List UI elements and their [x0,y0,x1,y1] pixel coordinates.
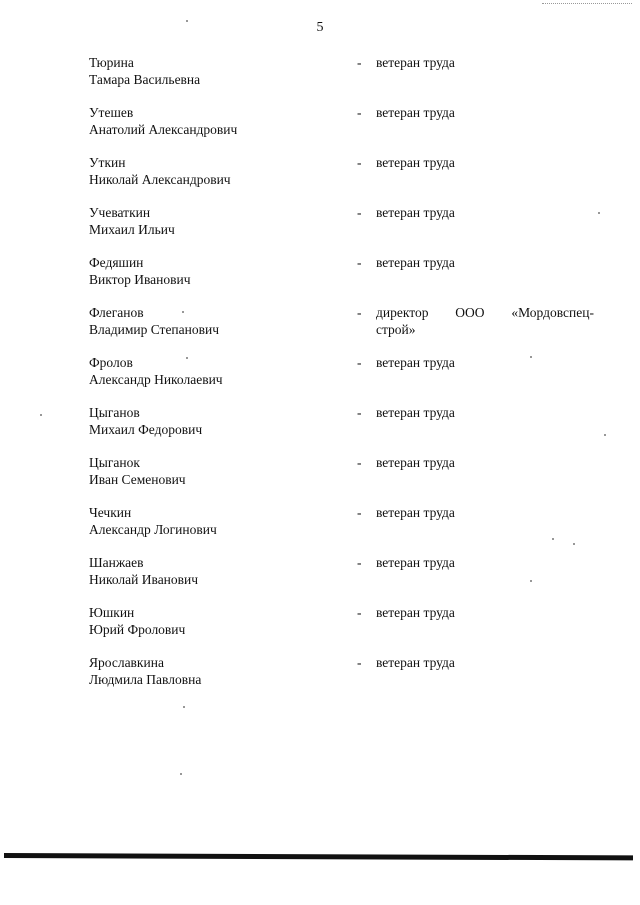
scan-speck [552,538,554,540]
scan-speck [186,20,188,22]
person-name [89,454,349,488]
person-name [89,604,349,638]
given-names: Александр Николаевич [89,372,223,387]
surname: Флеганов [89,305,144,320]
person-name [89,304,349,338]
role: ветеран труда [376,55,455,70]
surname: Утешев [89,105,134,120]
dash: - [357,605,362,620]
list-item [89,604,594,654]
person-name [89,154,349,188]
surname: Цыганок [89,455,140,470]
role-word: директор [376,305,429,320]
scan-speck [180,773,182,775]
given-names: Николай Иванович [89,572,199,587]
dash: - [357,505,362,520]
scan-speck [604,434,606,436]
honoree-list [89,54,594,704]
list-item [89,654,594,704]
role: ветеран труда [376,205,455,220]
person-name [89,354,349,388]
surname: Тюрина [89,55,134,70]
scan-speck [40,414,42,416]
role: ветеран труда [376,655,455,670]
given-names: Николай Александрович [89,172,231,187]
surname: Учеваткин [89,205,151,220]
given-names: Александр Логинович [89,522,217,537]
page-number: 5 [316,20,324,35]
dash: - [357,255,362,270]
person-name [89,104,349,138]
given-names: Виктор Иванович [89,272,191,287]
dash: - [357,155,362,170]
role: ветеран труда [376,455,455,470]
role-word: «Мордовспец- [511,305,594,320]
surname: Фролов [89,355,133,370]
person-name [89,54,349,88]
person-name [89,504,349,538]
list-item [89,404,594,454]
dash: - [357,55,362,70]
dash: - [357,405,362,420]
list-item [89,254,594,304]
dash: - [357,105,362,120]
surname: Уткин [89,155,126,170]
surname: Шанжаев [89,555,144,570]
dash: - [357,205,362,220]
person-name [89,554,349,588]
surname: Цыганов [89,405,140,420]
list-item [89,154,594,204]
role-word: ООО [455,305,485,320]
dash: - [357,305,362,320]
list-item [89,204,594,254]
role: ветеран труда [376,355,455,370]
role: ветеран труда [376,605,455,620]
scan-speck [182,311,184,313]
surname: Ярославкина [89,655,164,670]
scan-speck [530,356,532,358]
dash: - [357,455,362,470]
scan-speck [530,580,532,582]
bottom-rule [4,853,633,860]
given-names: Иван Семенович [89,472,186,487]
list-item [89,454,594,504]
list-item [89,304,594,354]
list-item [89,504,594,554]
role: ветеран труда [376,255,455,270]
list-item [89,354,594,404]
scan-speck [186,357,188,359]
role: ветеран труда [376,155,455,170]
given-names: Михаил Федорович [89,422,203,437]
given-names: Людмила Павловна [89,672,202,687]
given-names: Михаил Ильич [89,222,175,237]
role: ветеран труда [376,105,455,120]
scan-speck [183,706,185,708]
list-item [89,554,594,604]
surname: Юшкин [89,605,135,620]
person-name [89,254,349,288]
role: ветеран труда [376,405,455,420]
list-item [89,54,594,104]
list-item [89,104,594,154]
person-name [89,204,349,238]
person-name [89,404,349,438]
role: ветеран труда [376,555,455,570]
scan-speck [573,543,575,545]
dash: - [357,555,362,570]
role-line-2: строй» [376,322,416,337]
role [376,304,594,338]
given-names: Тамара Васильевна [89,72,201,87]
dash: - [357,355,362,370]
given-names: Владимир Степанович [89,322,220,337]
dash: - [357,655,362,670]
scan-speck [598,212,600,214]
given-names: Юрий Фролович [89,622,186,637]
given-names: Анатолий Александрович [89,122,238,137]
role: ветеран труда [376,505,455,520]
scan-edge-marks [542,3,632,8]
surname: Федяшин [89,255,144,270]
surname: Чечкин [89,505,132,520]
person-name [89,654,349,688]
